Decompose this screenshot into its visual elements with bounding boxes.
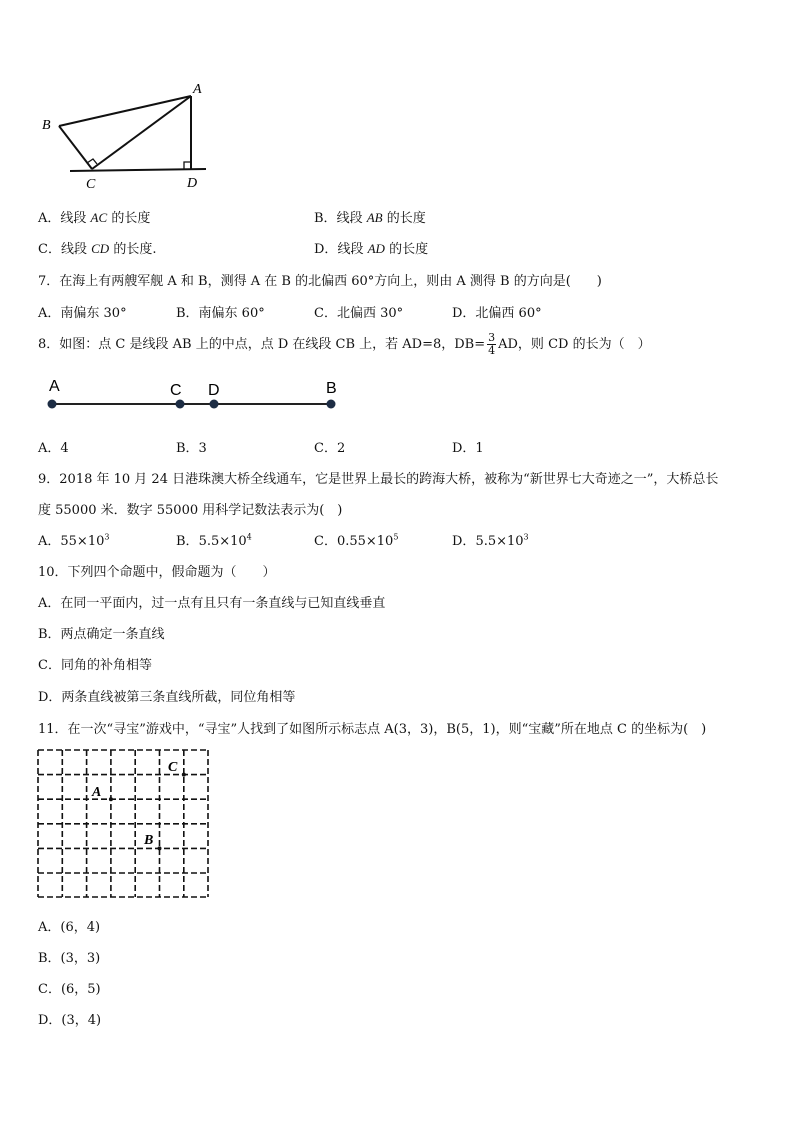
q6-option-d[interactable]: D．线段 AD 的长度 [314,241,429,257]
q7-option-c[interactable]: C．北偏西 30° [314,306,404,321]
q6-option-b[interactable]: B．线段 AB 的长度 [314,210,426,226]
q11-option-c[interactable]: C．(6，5) [38,982,101,997]
q6-triangle-figure [30,75,220,195]
q7-stem: 7．在海上有两艘军舰 A 和 B，测得 A 在 B 的北偏西 60°方向上，则由 A 测得 B 的方向是( ) [38,274,602,289]
q11-stem: 11．在一次“寻宝”游戏中，“寻宝”人找到了如图所示标志点 A(3，3)，B(5，1)，则“宝藏”所在地点 C 的坐标为( ) [38,722,707,737]
q6-option-c[interactable]: C．线段 CD 的长度. [38,241,157,257]
q10-option-b[interactable]: B．两点确定一条直线 [38,627,165,642]
q8-option-a[interactable]: A．4 [38,441,69,456]
point-a-label: A [49,378,60,395]
label-b: B [42,118,51,133]
point-d-label: D [208,382,220,399]
grid-point-c-label: C [168,760,178,775]
q8-stem: 8．如图：点 C 是线段 AB 上的中点，点 D 在线段 CB 上，若 AD=8，DB= $\frac{3}{4}$ AD，则 CD 的长为（ ） [38,331,651,357]
grid-point-a-label: A [92,785,102,800]
q9-option-d[interactable]: D．$5.5\times 10^3$ [452,532,529,549]
q8-segment-figure [40,372,350,417]
point-c-label: C [170,382,182,399]
q11-option-d[interactable]: D．(3，4) [38,1013,102,1028]
label-d: D [187,176,198,191]
q9-stem-line1: 9．2018 年 10 月 24 日港珠澳大桥全线通车，它是世界上最长的跨海大桥，被称为“新世界七大奇迹之一”，大桥总长 [38,472,719,487]
label-a: A [193,82,202,97]
q9-stem-line2: 度 55000 米．数字 55000 用科学记数法表示为( ) [38,503,343,518]
q6-option-a[interactable]: A．线段 AC 的长度 [38,210,151,226]
q8-option-d[interactable]: D．1 [452,441,484,456]
q7-option-b[interactable]: B．南偏东 60° [176,306,265,321]
q10-option-a[interactable]: A．在同一平面内，过一点有且只有一条直线与已知直线垂直 [38,596,386,611]
q10-stem: 10．下列四个命题中，假命题为（ ） [38,565,276,580]
q11-option-b[interactable]: B．(3，3) [38,951,101,966]
grid-point-b-label: B [144,833,154,848]
q8-option-b[interactable]: B．3 [176,441,207,456]
label-c: C [86,177,96,192]
q10-option-d[interactable]: D．两条直线被第三条直线所截，同位角相等 [38,690,296,705]
q9-option-a[interactable]: A．$55\times 10^3$ [38,532,110,549]
fraction-three-quarters: $\frac{3}{4}$ [488,331,496,357]
q10-option-c[interactable]: C．同角的补角相等 [38,658,152,673]
q7-option-a[interactable]: A．南偏东 30° [38,306,127,321]
q8-option-c[interactable]: C．2 [314,441,346,456]
q9-option-c[interactable]: C．$0.55\times 10^5$ [314,532,399,549]
q11-option-a[interactable]: A．(6，4) [38,920,101,935]
q9-option-b[interactable]: B．$5.5\times 10^4$ [176,532,252,549]
q11-grid-figure [36,748,212,900]
q7-option-d[interactable]: D．北偏西 60° [452,306,542,321]
point-b-label: B [326,380,337,397]
